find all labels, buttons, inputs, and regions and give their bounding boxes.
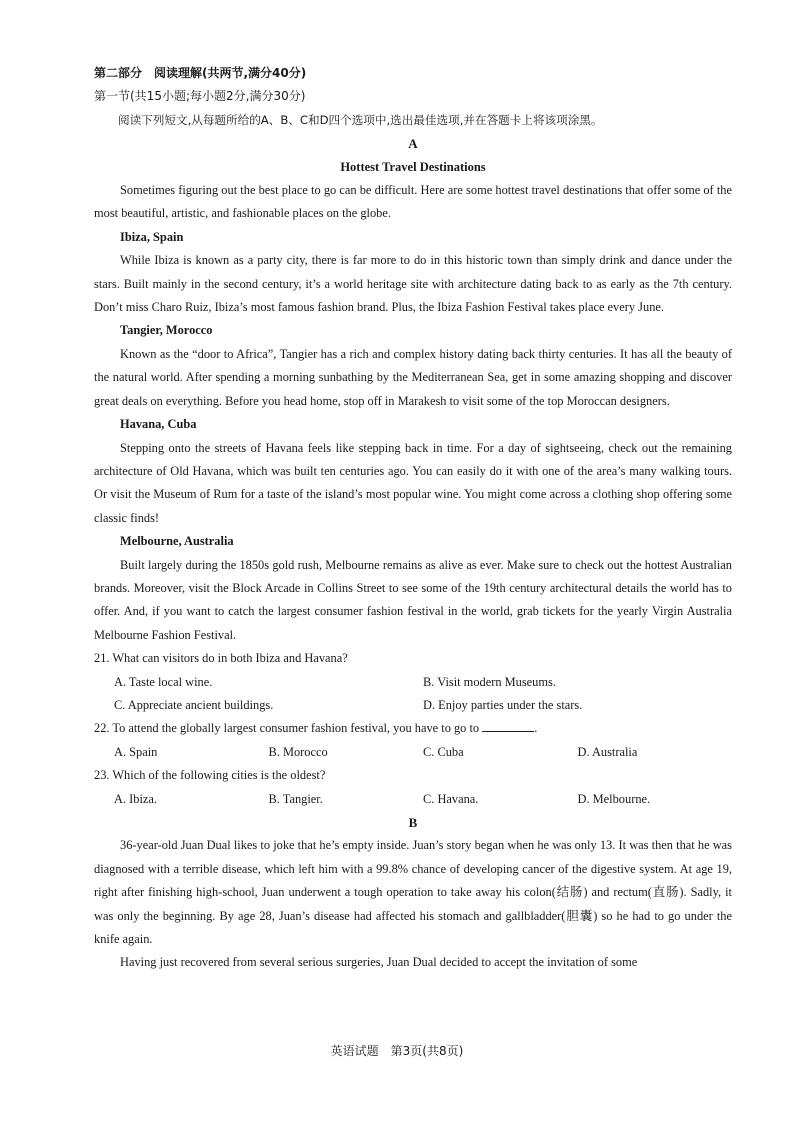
question-22-row (94, 717, 732, 740)
part-header: 第二部分 阅读理解(共两节,满分40分) (94, 66, 307, 80)
question-21-stem: 21. What can visitors do in both Ibiza and Havana? (94, 651, 348, 666)
question-21-options (94, 671, 732, 694)
city-heading-melbourne: Melbourne, Australia (120, 534, 234, 549)
question-21-options-row2 (94, 694, 732, 717)
exam-page (94, 62, 732, 975)
city-text-tangier: Known as the “door to Africa”, Tangier has a rich and complex history dating back thirty centuries. It has all the beauty of the natural world. After spending a morning sunbathing by the Mediterranean Sea, get in some amazing shopping and discover great deals on everything. Before you head home, stop off in Marakesh to visit some of the top Moroccan designers. (94, 346, 732, 408)
page-footer: 英语试题 第3页(共8页) (330, 1044, 464, 1058)
city-heading-havana: Havana, Cuba (120, 417, 197, 432)
question-22-option-d[interactable]: D. Australia (577, 744, 638, 759)
question-23-option-c[interactable]: C. Havana. (423, 791, 479, 806)
passage-b-letter: B (408, 815, 418, 830)
passage-a-intro: Sometimes figuring out the best place to go can be difficult. Here are some hottest travel destinations that offer some of the most beautiful, artistic, and fashionable places on the globe. (94, 183, 732, 221)
question-22-stem: 22. To attend the globally largest consumer fashion festival, you have to go to (94, 721, 480, 736)
city-text-havana: Stepping onto the streets of Havana feels like stepping back in time. For a day of sightseeing, check out the remaining architecture of Old Havana, which was built ten centuries ago. You can easily do it with one of the area’s many walking tours. Or visit the Museum of Rum for a taste of the island’s most popular wine. You might come across a clothing shop offering some classic finds! (94, 440, 732, 525)
section-header: 第一节(共15小题;每小题2分,满分30分) (94, 89, 306, 104)
question-22-option-c[interactable]: C. Cuba (423, 744, 464, 759)
passage-b-paragraph-2: Having just recovered from several serious surgeries, Juan Dual decided to accept the invitation of some (120, 955, 638, 970)
answer-blank[interactable] (482, 717, 534, 732)
question-23-option-d[interactable]: D. Melbourne. (577, 791, 651, 806)
city-text-melbourne: Built largely during the 1850s gold rush, Melbourne remains as alive as ever. Make sure to check out the hottest Australian brands. Moreover, visit the Block Arcade in Collins Street to see some of the 19th century architectural details the world has to offer. And, if you want to catch the largest consumer fashion festival in the world, grab tickets for the yearly Virgin Australia Melbourne Fashion Festival. (94, 557, 732, 642)
city-heading-ibiza: Ibiza, Spain (120, 229, 184, 244)
question-21-option-b[interactable]: B. Visit modern Museums. (423, 674, 556, 689)
question-22-option-a[interactable]: A. Spain (114, 744, 158, 759)
instructions: 阅读下列短文,从每题所给的A、B、C和D四个选项中,选出最佳选项,并在答题卡上将该项涂黑。 (118, 112, 603, 127)
question-23-stem: 23. Which of the following cities is the oldest? (94, 768, 326, 783)
question-23-option-b[interactable]: B. Tangier. (268, 791, 323, 806)
question-23-option-a[interactable]: A. Ibiza. (114, 791, 158, 806)
city-text-ibiza: While Ibiza is known as a party city, there is far more to do in this historic town than simply drink and dance under the stars. Built mainly in the second century, it’s a world heritage site with architecture dating back to as early as the 7th century. Don’t miss Charo Ruiz, Ibiza’s most famous fashion brand. Plus, the Ibiza Fashion Festival takes place every June. (94, 253, 732, 315)
passage-b-paragraph-1: 36-year-old Juan Dual likes to joke that he’s empty inside. Juan’s story began when he was only 13. It was then that he was diagnosed with a terrible disease, which left him with a 99.8% chance of developing cancer of the digestive system. At age 19, right after finishing high-school, Juan underwent a tough operation to take away his colon(结肠) and rectum(直肠). Sadly, it was only the beginning. By age 28, Juan’s disease had affected his stomach and gallbladder(胆囊) so he had to go under the knife again. (94, 838, 732, 947)
question-22-stem-end: . (534, 721, 538, 736)
city-heading-tangier: Tangier, Morocco (120, 323, 213, 338)
question-21-option-d[interactable]: D. Enjoy parties under the stars. (423, 697, 583, 712)
passage-a-title: Hottest Travel Destinations (340, 159, 486, 174)
question-22-option-b[interactable]: B. Morocco (268, 744, 328, 759)
question-22-options (94, 741, 732, 764)
question-21-option-a[interactable]: A. Taste local wine. (114, 674, 213, 689)
question-21-option-c[interactable]: C. Appreciate ancient buildings. (114, 697, 274, 712)
passage-a-letter: A (408, 136, 418, 152)
question-23-options (94, 788, 732, 811)
